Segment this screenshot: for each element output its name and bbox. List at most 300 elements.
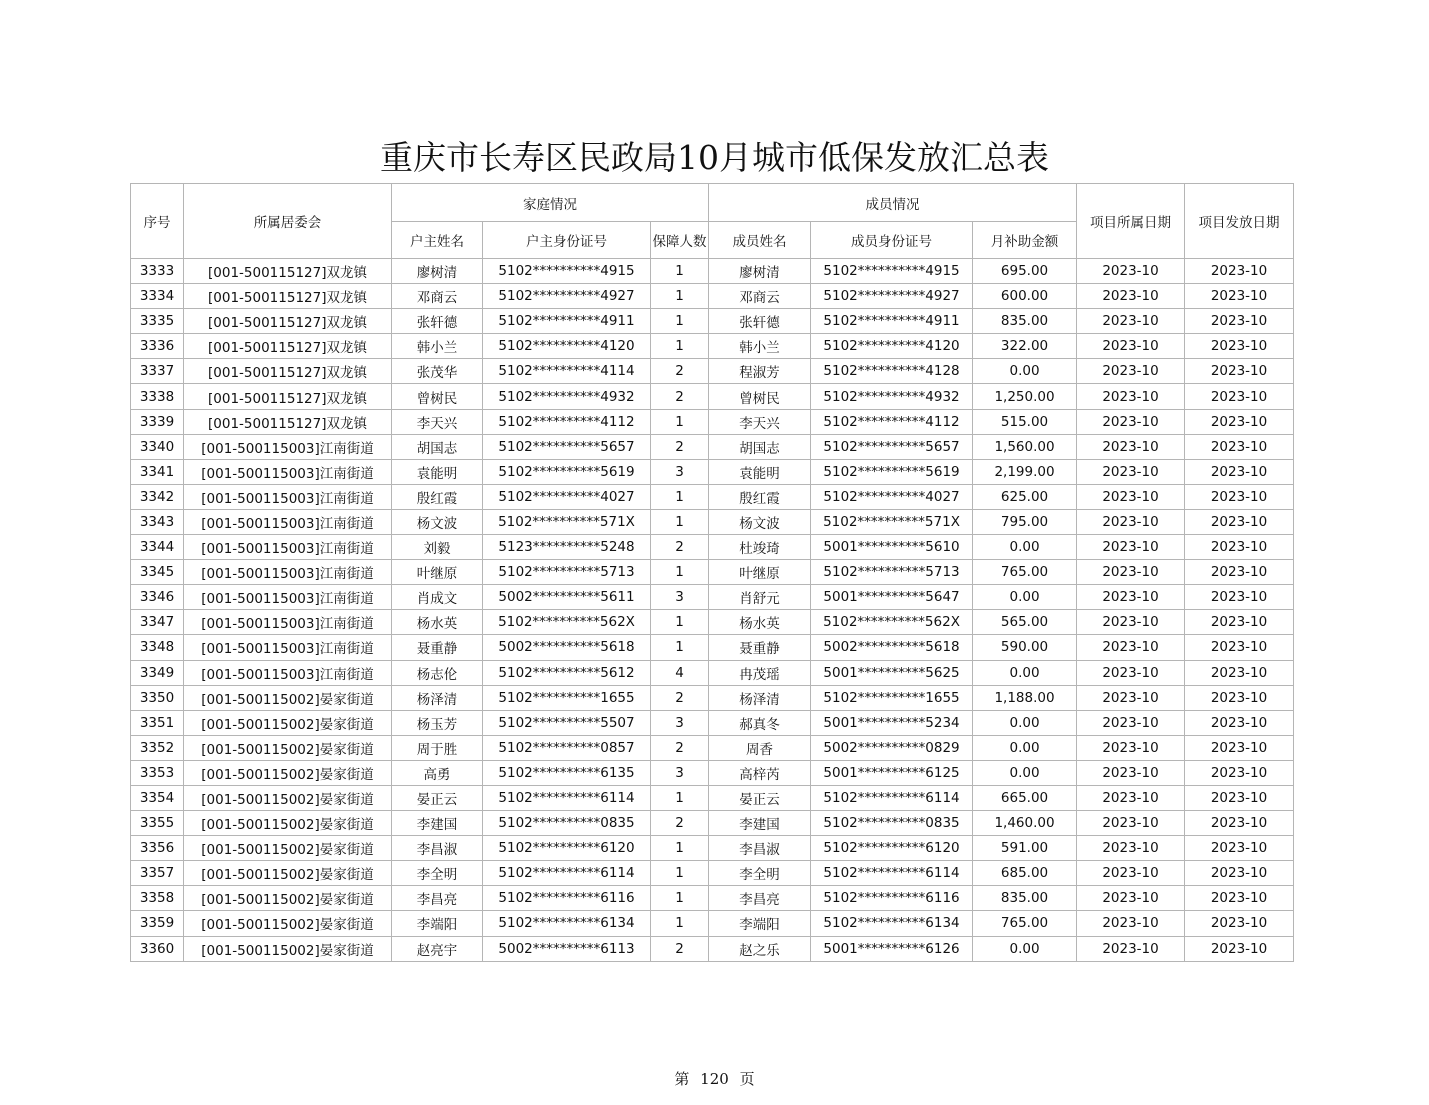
cell-subsidy: 0.00 bbox=[973, 710, 1077, 735]
cell-project-month: 2023-10 bbox=[1077, 484, 1185, 509]
cell-member-name: 聂重静 bbox=[709, 635, 811, 660]
cell-seq: 3353 bbox=[131, 760, 184, 785]
cell-seq: 3355 bbox=[131, 811, 184, 836]
cell-seq: 3345 bbox=[131, 560, 184, 585]
cell-member-name: 李天兴 bbox=[709, 409, 811, 434]
cell-member-id: 5001**********6126 bbox=[811, 936, 973, 961]
cell-covered: 1 bbox=[651, 259, 709, 284]
cell-head-id: 5102**********6120 bbox=[483, 836, 651, 861]
table-row bbox=[131, 685, 1294, 710]
cell-member-id: 5002**********5618 bbox=[811, 635, 973, 660]
cell-head-name: 李端阳 bbox=[392, 911, 483, 936]
cell-member-id: 5102**********6120 bbox=[811, 836, 973, 861]
cell-project-month: 2023-10 bbox=[1077, 309, 1185, 334]
table-row bbox=[131, 785, 1294, 810]
cell-head-id: 5102**********562X bbox=[483, 610, 651, 635]
cell-committee: [001-500115003]江南街道 bbox=[184, 610, 392, 635]
cell-head-id: 5123**********5248 bbox=[483, 535, 651, 560]
table-row bbox=[131, 886, 1294, 911]
cell-head-id: 5102**********0835 bbox=[483, 811, 651, 836]
cell-seq: 3334 bbox=[131, 284, 184, 309]
header-seq: 序号 bbox=[131, 184, 184, 259]
cell-seq: 3359 bbox=[131, 911, 184, 936]
cell-member-name: 冉茂瑶 bbox=[709, 660, 811, 685]
cell-issue-date: 2023-10 bbox=[1185, 359, 1294, 384]
cell-committee: [001-500115003]江南街道 bbox=[184, 459, 392, 484]
page-footer bbox=[0, 1068, 1429, 1089]
cell-issue-date: 2023-10 bbox=[1185, 259, 1294, 284]
cell-member-name: 程淑芳 bbox=[709, 359, 811, 384]
cell-member-name: 郝真冬 bbox=[709, 710, 811, 735]
cell-member-name: 李昌淑 bbox=[709, 836, 811, 861]
cell-subsidy: 625.00 bbox=[973, 484, 1077, 509]
cell-head-id: 5102**********6114 bbox=[483, 785, 651, 810]
cell-head-id: 5102**********4120 bbox=[483, 334, 651, 359]
cell-member-id: 5102**********0835 bbox=[811, 811, 973, 836]
cell-member-name: 杨文波 bbox=[709, 509, 811, 534]
cell-head-id: 5102**********4911 bbox=[483, 309, 651, 334]
cell-subsidy: 0.00 bbox=[973, 936, 1077, 961]
cell-subsidy: 0.00 bbox=[973, 535, 1077, 560]
cell-head-name: 刘毅 bbox=[392, 535, 483, 560]
cell-seq: 3339 bbox=[131, 409, 184, 434]
cell-covered: 2 bbox=[651, 735, 709, 760]
cell-head-name: 曾树民 bbox=[392, 384, 483, 409]
table-row bbox=[131, 861, 1294, 886]
cell-project-month: 2023-10 bbox=[1077, 785, 1185, 810]
cell-issue-date: 2023-10 bbox=[1185, 836, 1294, 861]
cell-subsidy: 835.00 bbox=[973, 309, 1077, 334]
cell-subsidy: 591.00 bbox=[973, 836, 1077, 861]
cell-subsidy: 795.00 bbox=[973, 509, 1077, 534]
cell-head-name: 晏正云 bbox=[392, 785, 483, 810]
table-row bbox=[131, 911, 1294, 936]
cell-committee: [001-500115127]双龙镇 bbox=[184, 359, 392, 384]
footer-suffix: 页 bbox=[739, 1070, 755, 1088]
header-covered: 保障人数 bbox=[651, 222, 709, 259]
cell-committee: [001-500115127]双龙镇 bbox=[184, 284, 392, 309]
cell-head-id: 5102**********4927 bbox=[483, 284, 651, 309]
subsidy-table bbox=[130, 183, 1294, 962]
cell-head-name: 肖成文 bbox=[392, 585, 483, 610]
cell-head-name: 李昌淑 bbox=[392, 836, 483, 861]
cell-subsidy: 665.00 bbox=[973, 785, 1077, 810]
cell-committee: [001-500115002]晏家街道 bbox=[184, 735, 392, 760]
cell-issue-date: 2023-10 bbox=[1185, 334, 1294, 359]
cell-committee: [001-500115002]晏家街道 bbox=[184, 760, 392, 785]
cell-member-name: 殷红霞 bbox=[709, 484, 811, 509]
cell-issue-date: 2023-10 bbox=[1185, 384, 1294, 409]
cell-project-month: 2023-10 bbox=[1077, 334, 1185, 359]
cell-seq: 3350 bbox=[131, 685, 184, 710]
cell-committee: [001-500115127]双龙镇 bbox=[184, 259, 392, 284]
cell-member-id: 5102**********4112 bbox=[811, 409, 973, 434]
cell-committee: [001-500115127]双龙镇 bbox=[184, 309, 392, 334]
table-row bbox=[131, 509, 1294, 534]
cell-member-id: 5102**********4932 bbox=[811, 384, 973, 409]
cell-seq: 3358 bbox=[131, 886, 184, 911]
cell-project-month: 2023-10 bbox=[1077, 284, 1185, 309]
cell-member-name: 李建国 bbox=[709, 811, 811, 836]
cell-head-id: 5102**********6114 bbox=[483, 861, 651, 886]
cell-head-name: 高勇 bbox=[392, 760, 483, 785]
header-issue-date: 项目发放日期 bbox=[1185, 184, 1294, 259]
cell-committee: [001-500115003]江南街道 bbox=[184, 560, 392, 585]
cell-project-month: 2023-10 bbox=[1077, 735, 1185, 760]
page-title: 重庆市长寿区民政局10月城市低保发放汇总表 bbox=[380, 138, 1049, 177]
cell-head-id: 5102**********4027 bbox=[483, 484, 651, 509]
cell-head-name: 杨泽清 bbox=[392, 685, 483, 710]
cell-seq: 3349 bbox=[131, 660, 184, 685]
cell-head-name: 聂重静 bbox=[392, 635, 483, 660]
cell-covered: 1 bbox=[651, 284, 709, 309]
cell-head-name: 杨志伦 bbox=[392, 660, 483, 685]
cell-head-name: 袁能明 bbox=[392, 459, 483, 484]
cell-project-month: 2023-10 bbox=[1077, 359, 1185, 384]
cell-issue-date: 2023-10 bbox=[1185, 710, 1294, 735]
cell-subsidy: 590.00 bbox=[973, 635, 1077, 660]
cell-member-id: 5102**********6116 bbox=[811, 886, 973, 911]
table-row bbox=[131, 560, 1294, 585]
cell-project-month: 2023-10 bbox=[1077, 836, 1185, 861]
cell-member-id: 5102**********4027 bbox=[811, 484, 973, 509]
cell-committee: [001-500115003]江南街道 bbox=[184, 635, 392, 660]
cell-head-id: 5102**********4114 bbox=[483, 359, 651, 384]
cell-project-month: 2023-10 bbox=[1077, 259, 1185, 284]
table-row bbox=[131, 484, 1294, 509]
cell-committee: [001-500115003]江南街道 bbox=[184, 484, 392, 509]
cell-covered: 3 bbox=[651, 585, 709, 610]
cell-committee: [001-500115002]晏家街道 bbox=[184, 886, 392, 911]
cell-subsidy: 600.00 bbox=[973, 284, 1077, 309]
cell-member-id: 5102**********5619 bbox=[811, 459, 973, 484]
cell-issue-date: 2023-10 bbox=[1185, 509, 1294, 534]
cell-member-id: 5102**********5657 bbox=[811, 434, 973, 459]
cell-member-id: 5102**********1655 bbox=[811, 685, 973, 710]
cell-member-id: 5002**********0829 bbox=[811, 735, 973, 760]
cell-seq: 3341 bbox=[131, 459, 184, 484]
cell-seq: 3351 bbox=[131, 710, 184, 735]
cell-covered: 2 bbox=[651, 434, 709, 459]
cell-committee: [001-500115127]双龙镇 bbox=[184, 334, 392, 359]
cell-project-month: 2023-10 bbox=[1077, 610, 1185, 635]
cell-head-name: 李全明 bbox=[392, 861, 483, 886]
cell-committee: [001-500115003]江南街道 bbox=[184, 585, 392, 610]
table-row bbox=[131, 836, 1294, 861]
cell-head-id: 5102**********571X bbox=[483, 509, 651, 534]
table-row bbox=[131, 334, 1294, 359]
cell-member-name: 韩小兰 bbox=[709, 334, 811, 359]
cell-covered: 1 bbox=[651, 785, 709, 810]
cell-head-name: 杨玉芳 bbox=[392, 710, 483, 735]
cell-covered: 3 bbox=[651, 710, 709, 735]
cell-member-name: 李端阳 bbox=[709, 911, 811, 936]
cell-subsidy: 1,188.00 bbox=[973, 685, 1077, 710]
cell-member-id: 5102**********6134 bbox=[811, 911, 973, 936]
cell-member-name: 杨水英 bbox=[709, 610, 811, 635]
cell-subsidy: 765.00 bbox=[973, 560, 1077, 585]
header-committee: 所属居委会 bbox=[184, 184, 392, 259]
cell-project-month: 2023-10 bbox=[1077, 936, 1185, 961]
cell-issue-date: 2023-10 bbox=[1185, 886, 1294, 911]
header-member-id: 成员身份证号 bbox=[811, 222, 973, 259]
cell-member-id: 5102**********6114 bbox=[811, 861, 973, 886]
cell-subsidy: 1,250.00 bbox=[973, 384, 1077, 409]
cell-seq: 3336 bbox=[131, 334, 184, 359]
cell-project-month: 2023-10 bbox=[1077, 409, 1185, 434]
cell-issue-date: 2023-10 bbox=[1185, 760, 1294, 785]
cell-issue-date: 2023-10 bbox=[1185, 685, 1294, 710]
table-row bbox=[131, 409, 1294, 434]
header-head-name: 户主姓名 bbox=[392, 222, 483, 259]
cell-member-name: 曾树民 bbox=[709, 384, 811, 409]
table-row bbox=[131, 735, 1294, 760]
cell-seq: 3335 bbox=[131, 309, 184, 334]
header-project-month: 项目所属日期 bbox=[1077, 184, 1185, 259]
cell-seq: 3346 bbox=[131, 585, 184, 610]
cell-seq: 3360 bbox=[131, 936, 184, 961]
cell-committee: [001-500115127]双龙镇 bbox=[184, 384, 392, 409]
cell-member-name: 杜竣琦 bbox=[709, 535, 811, 560]
cell-issue-date: 2023-10 bbox=[1185, 560, 1294, 585]
cell-committee: [001-500115002]晏家街道 bbox=[184, 685, 392, 710]
cell-covered: 1 bbox=[651, 484, 709, 509]
cell-member-id: 5001**********5610 bbox=[811, 535, 973, 560]
cell-covered: 1 bbox=[651, 911, 709, 936]
cell-member-name: 赵之乐 bbox=[709, 936, 811, 961]
cell-member-id: 5102**********5713 bbox=[811, 560, 973, 585]
cell-project-month: 2023-10 bbox=[1077, 535, 1185, 560]
cell-member-id: 5102**********4120 bbox=[811, 334, 973, 359]
table-row bbox=[131, 459, 1294, 484]
cell-head-id: 5102**********6135 bbox=[483, 760, 651, 785]
cell-member-name: 肖舒元 bbox=[709, 585, 811, 610]
cell-seq: 3348 bbox=[131, 635, 184, 660]
cell-issue-date: 2023-10 bbox=[1185, 585, 1294, 610]
cell-covered: 3 bbox=[651, 760, 709, 785]
table-row bbox=[131, 660, 1294, 685]
cell-head-id: 5102**********5507 bbox=[483, 710, 651, 735]
cell-issue-date: 2023-10 bbox=[1185, 936, 1294, 961]
cell-head-id: 5102**********4112 bbox=[483, 409, 651, 434]
cell-head-name: 叶继原 bbox=[392, 560, 483, 585]
cell-head-name: 韩小兰 bbox=[392, 334, 483, 359]
cell-member-id: 5102**********4927 bbox=[811, 284, 973, 309]
cell-committee: [001-500115002]晏家街道 bbox=[184, 811, 392, 836]
cell-head-name: 邓商云 bbox=[392, 284, 483, 309]
cell-project-month: 2023-10 bbox=[1077, 685, 1185, 710]
cell-issue-date: 2023-10 bbox=[1185, 911, 1294, 936]
cell-subsidy: 0.00 bbox=[973, 585, 1077, 610]
cell-seq: 3342 bbox=[131, 484, 184, 509]
cell-head-name: 张茂华 bbox=[392, 359, 483, 384]
cell-project-month: 2023-10 bbox=[1077, 911, 1185, 936]
cell-covered: 2 bbox=[651, 535, 709, 560]
table-row bbox=[131, 434, 1294, 459]
cell-member-id: 5102**********6114 bbox=[811, 785, 973, 810]
table-row bbox=[131, 760, 1294, 785]
table-row bbox=[131, 535, 1294, 560]
cell-covered: 1 bbox=[651, 409, 709, 434]
cell-member-name: 袁能明 bbox=[709, 459, 811, 484]
cell-subsidy: 835.00 bbox=[973, 886, 1077, 911]
cell-covered: 2 bbox=[651, 936, 709, 961]
cell-member-id: 5001**********5234 bbox=[811, 710, 973, 735]
cell-head-name: 李建国 bbox=[392, 811, 483, 836]
cell-issue-date: 2023-10 bbox=[1185, 284, 1294, 309]
cell-issue-date: 2023-10 bbox=[1185, 535, 1294, 560]
cell-committee: [001-500115002]晏家街道 bbox=[184, 861, 392, 886]
cell-member-name: 杨泽清 bbox=[709, 685, 811, 710]
cell-project-month: 2023-10 bbox=[1077, 434, 1185, 459]
cell-project-month: 2023-10 bbox=[1077, 560, 1185, 585]
cell-member-name: 李昌亮 bbox=[709, 886, 811, 911]
header-family-group: 家庭情况 bbox=[392, 184, 709, 222]
cell-issue-date: 2023-10 bbox=[1185, 409, 1294, 434]
cell-head-id: 5102**********4932 bbox=[483, 384, 651, 409]
header-subsidy: 月补助金额 bbox=[973, 222, 1077, 259]
cell-covered: 1 bbox=[651, 509, 709, 534]
cell-seq: 3357 bbox=[131, 861, 184, 886]
cell-seq: 3340 bbox=[131, 434, 184, 459]
cell-covered: 1 bbox=[651, 560, 709, 585]
cell-committee: [001-500115002]晏家街道 bbox=[184, 836, 392, 861]
cell-member-id: 5102**********4915 bbox=[811, 259, 973, 284]
cell-seq: 3343 bbox=[131, 509, 184, 534]
cell-subsidy: 1,460.00 bbox=[973, 811, 1077, 836]
cell-subsidy: 0.00 bbox=[973, 760, 1077, 785]
cell-committee: [001-500115127]双龙镇 bbox=[184, 409, 392, 434]
cell-member-name: 李全明 bbox=[709, 861, 811, 886]
cell-head-id: 5102**********4915 bbox=[483, 259, 651, 284]
cell-committee: [001-500115003]江南街道 bbox=[184, 434, 392, 459]
cell-subsidy: 0.00 bbox=[973, 660, 1077, 685]
cell-head-name: 廖树清 bbox=[392, 259, 483, 284]
page-number: 120 bbox=[700, 1070, 729, 1088]
table-row bbox=[131, 585, 1294, 610]
cell-covered: 1 bbox=[651, 861, 709, 886]
cell-member-id: 5001**********5625 bbox=[811, 660, 973, 685]
cell-head-id: 5102**********5619 bbox=[483, 459, 651, 484]
cell-covered: 1 bbox=[651, 886, 709, 911]
cell-issue-date: 2023-10 bbox=[1185, 861, 1294, 886]
table-header bbox=[131, 184, 1294, 259]
table-row bbox=[131, 936, 1294, 961]
cell-covered: 1 bbox=[651, 836, 709, 861]
cell-project-month: 2023-10 bbox=[1077, 384, 1185, 409]
cell-project-month: 2023-10 bbox=[1077, 509, 1185, 534]
cell-seq: 3338 bbox=[131, 384, 184, 409]
cell-project-month: 2023-10 bbox=[1077, 710, 1185, 735]
cell-project-month: 2023-10 bbox=[1077, 760, 1185, 785]
cell-issue-date: 2023-10 bbox=[1185, 484, 1294, 509]
table-row bbox=[131, 635, 1294, 660]
cell-subsidy: 0.00 bbox=[973, 359, 1077, 384]
cell-covered: 2 bbox=[651, 811, 709, 836]
cell-head-id: 5102**********5713 bbox=[483, 560, 651, 585]
cell-member-name: 周香 bbox=[709, 735, 811, 760]
cell-head-name: 周于胜 bbox=[392, 735, 483, 760]
cell-issue-date: 2023-10 bbox=[1185, 811, 1294, 836]
cell-project-month: 2023-10 bbox=[1077, 886, 1185, 911]
header-member-group: 成员情况 bbox=[709, 184, 1077, 222]
cell-covered: 3 bbox=[651, 459, 709, 484]
cell-subsidy: 565.00 bbox=[973, 610, 1077, 635]
cell-covered: 1 bbox=[651, 610, 709, 635]
table-row bbox=[131, 610, 1294, 635]
cell-covered: 2 bbox=[651, 359, 709, 384]
cell-member-name: 叶继原 bbox=[709, 560, 811, 585]
cell-subsidy: 695.00 bbox=[973, 259, 1077, 284]
cell-head-id: 5102**********6134 bbox=[483, 911, 651, 936]
cell-project-month: 2023-10 bbox=[1077, 459, 1185, 484]
cell-subsidy: 322.00 bbox=[973, 334, 1077, 359]
cell-covered: 1 bbox=[651, 309, 709, 334]
cell-head-name: 胡国志 bbox=[392, 434, 483, 459]
cell-head-name: 杨水英 bbox=[392, 610, 483, 635]
cell-head-id: 5002**********5611 bbox=[483, 585, 651, 610]
cell-subsidy: 2,199.00 bbox=[973, 459, 1077, 484]
table-row bbox=[131, 811, 1294, 836]
cell-head-id: 5102**********1655 bbox=[483, 685, 651, 710]
cell-member-id: 5102**********4911 bbox=[811, 309, 973, 334]
cell-subsidy: 515.00 bbox=[973, 409, 1077, 434]
cell-committee: [001-500115002]晏家街道 bbox=[184, 710, 392, 735]
cell-seq: 3347 bbox=[131, 610, 184, 635]
cell-subsidy: 685.00 bbox=[973, 861, 1077, 886]
cell-seq: 3352 bbox=[131, 735, 184, 760]
cell-subsidy: 0.00 bbox=[973, 735, 1077, 760]
cell-head-name: 杨文波 bbox=[392, 509, 483, 534]
table-row bbox=[131, 384, 1294, 409]
cell-member-name: 高梓芮 bbox=[709, 760, 811, 785]
cell-member-id: 5001**********6125 bbox=[811, 760, 973, 785]
cell-issue-date: 2023-10 bbox=[1185, 735, 1294, 760]
cell-member-name: 廖树清 bbox=[709, 259, 811, 284]
cell-head-id: 5102**********0857 bbox=[483, 735, 651, 760]
cell-committee: [001-500115002]晏家街道 bbox=[184, 936, 392, 961]
cell-project-month: 2023-10 bbox=[1077, 585, 1185, 610]
table-row bbox=[131, 284, 1294, 309]
table-row bbox=[131, 309, 1294, 334]
cell-member-name: 邓商云 bbox=[709, 284, 811, 309]
cell-seq: 3344 bbox=[131, 535, 184, 560]
cell-issue-date: 2023-10 bbox=[1185, 610, 1294, 635]
header-head-id: 户主身份证号 bbox=[483, 222, 651, 259]
cell-member-name: 胡国志 bbox=[709, 434, 811, 459]
cell-seq: 3333 bbox=[131, 259, 184, 284]
cell-project-month: 2023-10 bbox=[1077, 660, 1185, 685]
cell-covered: 2 bbox=[651, 384, 709, 409]
cell-covered: 1 bbox=[651, 334, 709, 359]
footer-prefix: 第 bbox=[674, 1070, 690, 1088]
cell-head-id: 5002**********6113 bbox=[483, 936, 651, 961]
cell-subsidy: 1,560.00 bbox=[973, 434, 1077, 459]
cell-issue-date: 2023-10 bbox=[1185, 434, 1294, 459]
cell-head-name: 殷红霞 bbox=[392, 484, 483, 509]
cell-issue-date: 2023-10 bbox=[1185, 635, 1294, 660]
cell-subsidy: 765.00 bbox=[973, 911, 1077, 936]
cell-issue-date: 2023-10 bbox=[1185, 309, 1294, 334]
cell-head-name: 赵亮宇 bbox=[392, 936, 483, 961]
cell-issue-date: 2023-10 bbox=[1185, 459, 1294, 484]
cell-committee: [001-500115003]江南街道 bbox=[184, 509, 392, 534]
cell-head-id: 5102**********5612 bbox=[483, 660, 651, 685]
cell-head-name: 李昌亮 bbox=[392, 886, 483, 911]
cell-member-id: 5102**********4128 bbox=[811, 359, 973, 384]
cell-seq: 3337 bbox=[131, 359, 184, 384]
cell-head-name: 张轩德 bbox=[392, 309, 483, 334]
